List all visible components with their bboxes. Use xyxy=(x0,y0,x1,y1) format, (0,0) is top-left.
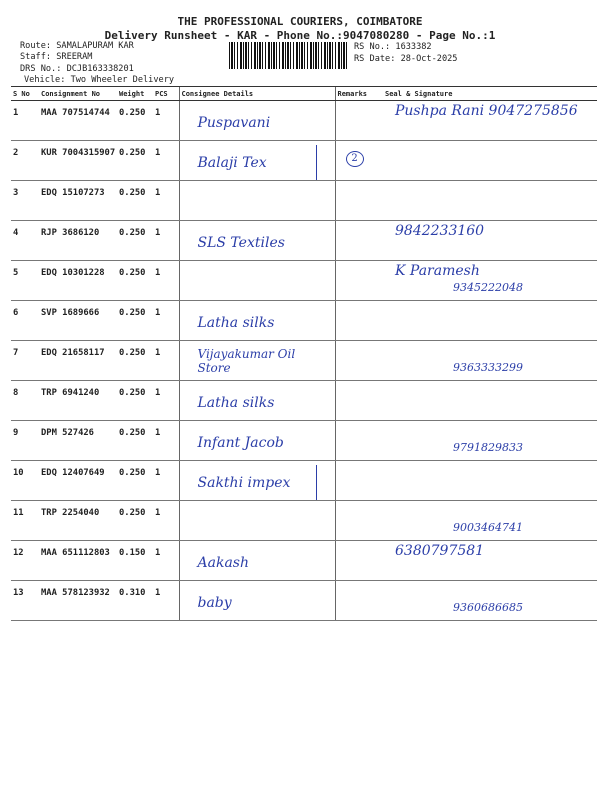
row-seal-signature xyxy=(383,141,597,181)
row-weight: 0.250 xyxy=(117,301,153,341)
row-consignment-no: EDQ 12407649 xyxy=(39,461,117,501)
handwritten-consignee: Vijayakumar Oil Store xyxy=(197,347,296,375)
row-consignee xyxy=(179,341,335,381)
row-remarks xyxy=(335,181,383,221)
row-consignee xyxy=(179,261,335,301)
handwritten-consignee: baby xyxy=(197,595,232,611)
row-consignee xyxy=(179,381,335,421)
row-pcs: 1 xyxy=(153,221,179,261)
table-row xyxy=(11,541,597,581)
row-weight: 0.250 xyxy=(117,461,153,501)
row-consignment-no: MAA 578123932 xyxy=(39,581,117,621)
handwritten-consignee: Latha silks xyxy=(197,395,275,411)
row-sno: 5 xyxy=(11,261,39,301)
row-pcs: 1 xyxy=(153,261,179,301)
row-sno: 10 xyxy=(11,461,39,501)
row-weight: 0.250 xyxy=(117,501,153,541)
handwritten-consignee: Infant Jacob xyxy=(197,435,284,451)
row-weight: 0.250 xyxy=(117,421,153,461)
row-consignment-no: EDQ 21658117 xyxy=(39,341,117,381)
row-weight: 0.250 xyxy=(117,261,153,301)
handwritten-signature: Pushpa Rani 9047275856 xyxy=(395,103,578,119)
row-pcs: 1 xyxy=(153,541,179,581)
handwritten-signature: K Paramesh xyxy=(395,263,480,279)
table-row xyxy=(11,421,597,461)
table-row xyxy=(11,461,597,501)
row-sno: 9 xyxy=(11,421,39,461)
row-sno: 11 xyxy=(11,501,39,541)
row-seal-signature xyxy=(383,461,597,501)
row-remarks xyxy=(335,581,383,621)
row-remarks xyxy=(335,141,383,181)
row-remarks xyxy=(335,381,383,421)
row-weight: 0.250 xyxy=(117,101,153,141)
col-weight: Weight xyxy=(117,87,153,101)
table-header-row xyxy=(11,87,597,101)
handwritten-phone: 9003464741 xyxy=(453,521,523,534)
staff-label: Staff: SREERAM xyxy=(20,52,93,62)
row-consignment-no: MAA 651112803 xyxy=(39,541,117,581)
row-consignee xyxy=(179,301,335,341)
row-consignee xyxy=(179,181,335,221)
pen-bracket-mark xyxy=(304,465,317,501)
col-consignee: Consignee Details xyxy=(179,87,335,101)
row-remarks xyxy=(335,101,383,141)
row-remarks xyxy=(335,221,383,261)
remarks-circled-mark: 2 xyxy=(346,151,364,167)
row-consignment-no: EDQ 10301228 xyxy=(39,261,117,301)
row-sno: 6 xyxy=(11,301,39,341)
row-remarks xyxy=(335,541,383,581)
table-row xyxy=(11,501,597,541)
row-seal-signature xyxy=(383,501,597,541)
handwritten-consignee: Puspavani xyxy=(197,115,271,131)
row-seal-signature xyxy=(383,221,597,261)
row-consignment-no: RJP 3686120 xyxy=(39,221,117,261)
barcode-image xyxy=(229,42,347,69)
table-row xyxy=(11,181,597,221)
row-seal-signature xyxy=(383,381,597,421)
row-weight: 0.250 xyxy=(117,381,153,421)
row-pcs: 1 xyxy=(153,501,179,541)
handwritten-consignee: Latha silks xyxy=(197,315,275,331)
rs-number: RS No.: 1633382 xyxy=(354,42,432,52)
col-sno: S No xyxy=(11,87,39,101)
handwritten-phone: 9791829833 xyxy=(453,441,523,454)
row-consignee xyxy=(179,581,335,621)
drs-number: DRS No.: DCJB163338201 xyxy=(20,64,134,74)
table-row xyxy=(11,341,597,381)
row-consignee xyxy=(179,101,335,141)
row-consignee xyxy=(179,221,335,261)
row-sno: 1 xyxy=(11,101,39,141)
row-sno: 4 xyxy=(11,221,39,261)
vehicle-label: Vehicle: Two Wheeler Delivery xyxy=(24,75,175,85)
col-consignment: Consignment No xyxy=(39,87,117,101)
row-seal-signature xyxy=(383,581,597,621)
row-seal-signature xyxy=(383,181,597,221)
row-remarks xyxy=(335,261,383,301)
col-seal: Seal & Signature xyxy=(383,87,597,101)
handwritten-consignee: SLS Textiles xyxy=(197,235,285,251)
row-consignment-no: EDQ 15107273 xyxy=(39,181,117,221)
row-weight: 0.250 xyxy=(117,341,153,381)
row-consignee xyxy=(179,421,335,461)
row-consignee xyxy=(179,501,335,541)
row-seal-signature xyxy=(383,421,597,461)
handwritten-phone: 9345222048 xyxy=(453,281,523,294)
row-pcs: 1 xyxy=(153,341,179,381)
row-pcs: 1 xyxy=(153,581,179,621)
route-label: Route: SAMALAPURAM KAR xyxy=(20,41,134,51)
table-row xyxy=(11,101,597,141)
company-title: THE PROFESSIONAL COURIERS, COIMBATORE xyxy=(177,15,423,28)
handwritten-consignee: Aakash xyxy=(197,555,249,571)
row-pcs: 1 xyxy=(153,421,179,461)
rs-date: RS Date: 28-Oct-2025 xyxy=(354,54,458,64)
row-pcs: 1 xyxy=(153,461,179,501)
row-pcs: 1 xyxy=(153,101,179,141)
row-weight: 0.250 xyxy=(117,141,153,181)
runsheet-table xyxy=(11,86,597,621)
row-remarks xyxy=(335,461,383,501)
row-remarks xyxy=(335,341,383,381)
row-consignee xyxy=(179,541,335,581)
row-weight: 0.150 xyxy=(117,541,153,581)
row-pcs: 1 xyxy=(153,141,179,181)
row-sno: 12 xyxy=(11,541,39,581)
row-weight: 0.310 xyxy=(117,581,153,621)
row-seal-signature xyxy=(383,101,597,141)
row-seal-signature xyxy=(383,541,597,581)
table-row xyxy=(11,141,597,181)
row-consignment-no: KUR 7004315907 xyxy=(39,141,117,181)
col-pcs: PCS xyxy=(153,87,179,101)
row-seal-signature xyxy=(383,341,597,381)
row-consignment-no: MAA 707514744 xyxy=(39,101,117,141)
table-row xyxy=(11,221,597,261)
handwritten-signature: 9842233160 xyxy=(395,223,485,239)
row-sno: 7 xyxy=(11,341,39,381)
row-consignment-no: DPM 527426 xyxy=(39,421,117,461)
row-sno: 2 xyxy=(11,141,39,181)
handwritten-phone: 9360686685 xyxy=(453,601,523,614)
row-sno: 8 xyxy=(11,381,39,421)
row-consignee xyxy=(179,461,335,501)
handwritten-phone: 9363333299 xyxy=(453,361,523,374)
row-seal-signature xyxy=(383,261,597,301)
row-seal-signature xyxy=(383,301,597,341)
row-remarks xyxy=(335,421,383,461)
row-pcs: 1 xyxy=(153,181,179,221)
row-sno: 3 xyxy=(11,181,39,221)
col-remarks: Remarks xyxy=(335,87,383,101)
runsheet-subtitle: Delivery Runsheet - KAR - Phone No.:9047080280 - Page No.:1 xyxy=(104,29,496,42)
table-row xyxy=(11,581,597,621)
handwritten-consignee: Balaji Tex xyxy=(197,155,267,171)
row-pcs: 1 xyxy=(153,381,179,421)
row-remarks xyxy=(335,301,383,341)
table-row xyxy=(11,261,597,301)
pen-bracket-mark xyxy=(304,145,317,181)
row-sno: 13 xyxy=(11,581,39,621)
handwritten-signature: 6380797581 xyxy=(395,543,485,559)
row-consignment-no: TRP 2254040 xyxy=(39,501,117,541)
row-pcs: 1 xyxy=(153,301,179,341)
table-row xyxy=(11,381,597,421)
handwritten-consignee: Sakthi impex xyxy=(197,475,291,491)
row-remarks xyxy=(335,501,383,541)
row-consignee xyxy=(179,141,335,181)
row-weight: 0.250 xyxy=(117,181,153,221)
row-weight: 0.250 xyxy=(117,221,153,261)
row-consignment-no: SVP 1689666 xyxy=(39,301,117,341)
row-consignment-no: TRP 6941240 xyxy=(39,381,117,421)
table-row xyxy=(11,301,597,341)
